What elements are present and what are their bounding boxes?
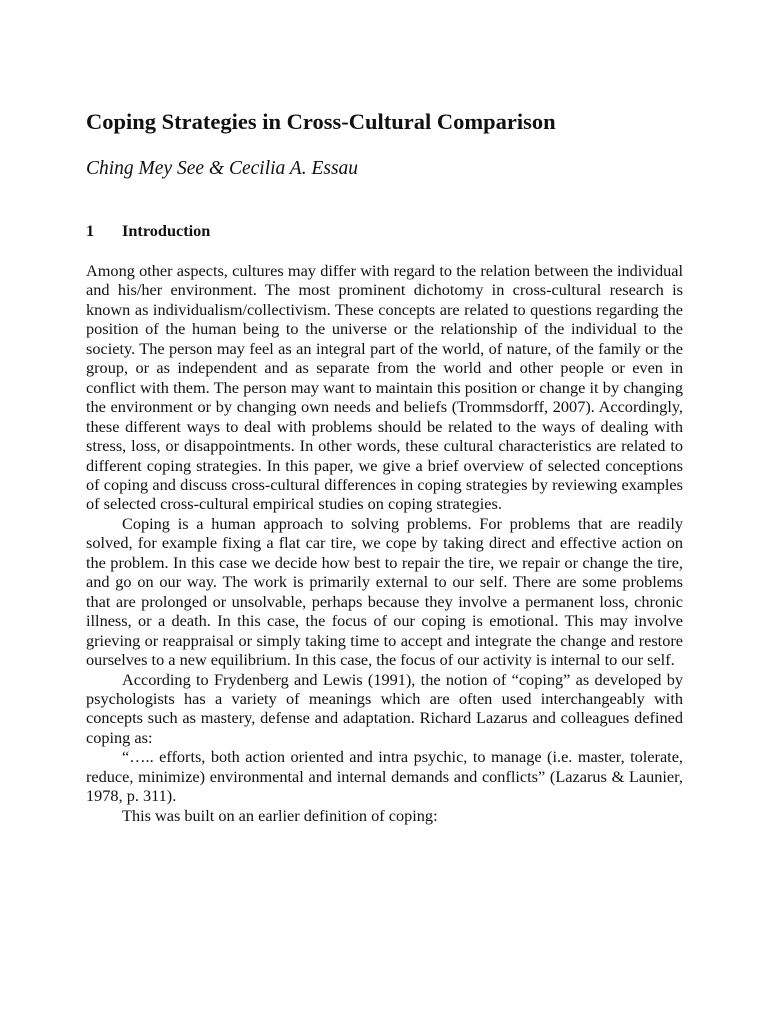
paragraph-frydenberg-lewis: According to Frydenberg and Lewis (1991), the notion of “coping” as developed by psychologists has a variety of meanings which are often used interchangeably with concepts such as mastery, defense and adaptation. Richard Lazarus and colleagues defined coping as:: [86, 669, 683, 747]
section-heading: [86, 221, 683, 241]
body-text: [86, 261, 683, 825]
section-title: Introduction: [122, 221, 211, 240]
paragraph-intro: Among other aspects, cultures may differ with regard to the relation between the individual and his/her environment. The most prominent dichotomy in cross-cultural research is known as individualism/collectivism. These concepts are related to questions regarding the position of the human being to the universe or the relationship of the individual to the society. The person may feel as an integral part of the world, of nature, of the family or the group, or as independent and as separate from the world and other people or even in conflict with them. The person may want to maintain this position or change it by changing the environment or by changing own needs and beliefs (Trommsdorff, 2007). Accordingly, these different ways to deal with problems should be related to the ways of dealing with stress, loss, or disappointments. In other words, these cultural characteristics are related to different coping strategies. In this paper, we give a brief overview of selected conceptions of coping and discuss cross-cultural differences in coping strategies by reviewing examples of selected cross-cultural empirical studies on coping strategies.: [86, 261, 683, 514]
paragraph-lazarus-quote: “….. efforts, both action oriented and intra psychic, to manage (i.e. master, tolerate, reduce, minimize) environmental and internal demands and conflicts” (Lazarus & Launier, 1978, p. 311).: [86, 747, 683, 806]
paragraph-earlier-definition: This was built on an earlier definition of coping:: [122, 805, 438, 825]
paper-title: Coping Strategies in Cross-Cultural Comparison: [86, 109, 556, 134]
paper-authors: Ching Mey See & Cecilia A. Essau: [86, 158, 359, 179]
paragraph-coping-approach: Coping is a human approach to solving problems. For problems that are readily solved, for example fixing a flat car tire, we cope by taking direct and effective action on the problem. In this case we decide how best to repair the tire, we repair or change the tire, and go on our way. The work is primarily external to our self. There are some problems that are prolonged or unsolvable, perhaps because they involve a permanent loss, chronic illness, or a death. In this case, the focus of our coping is emotional. This may involve grieving or reappraisal or simply taking time to accept and integrate the change and restore ourselves to a new equilibrium. In this case, the focus of our activity is internal to our self.: [86, 513, 683, 670]
section-number: 1: [86, 221, 95, 240]
page-content: [86, 108, 683, 825]
